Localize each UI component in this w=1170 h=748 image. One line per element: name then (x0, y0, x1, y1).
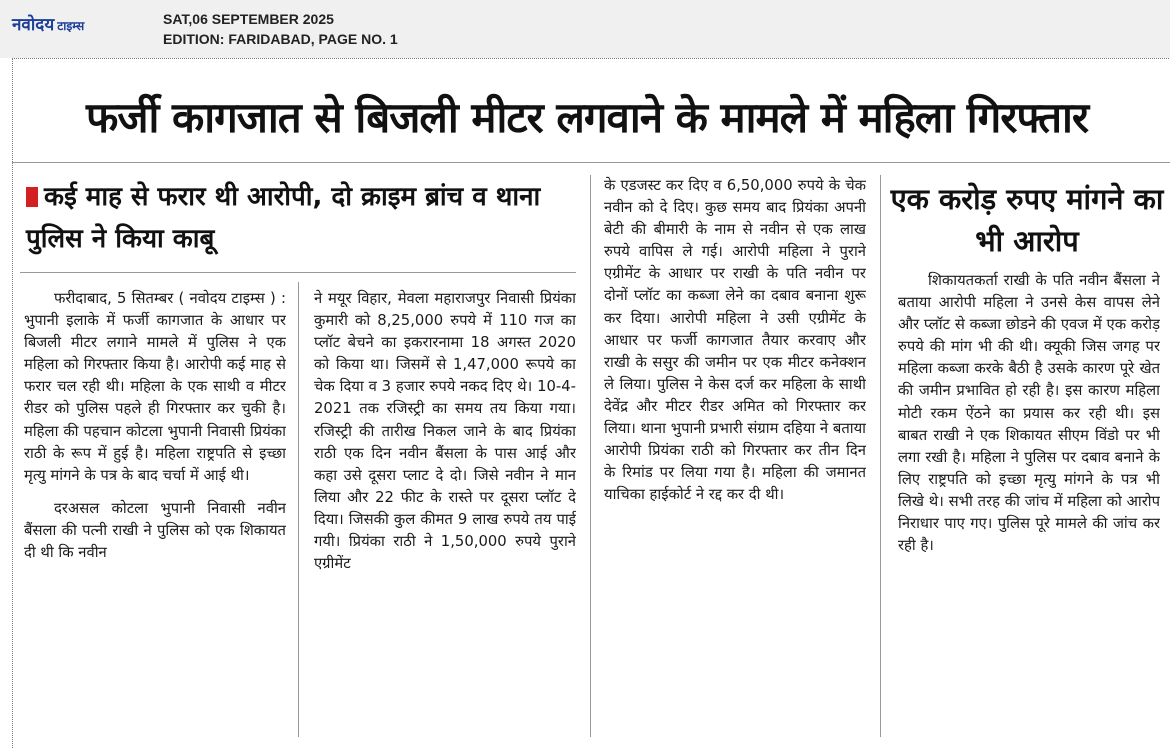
date-line: SAT,06 SEPTEMBER 2025 (163, 11, 334, 27)
box-column (898, 270, 1160, 740)
article-column-2 (314, 288, 576, 734)
subheadline-text: कई माह से फरार थी आरोपी, दो क्राइम ब्रांच व थाना पुलिस ने किया काबू (26, 182, 541, 254)
red-bullet-icon (26, 187, 38, 207)
newspaper-logo (12, 12, 84, 35)
article-column-3 (604, 175, 866, 735)
article-subheadline (26, 176, 566, 260)
logo-sub: टाइम्स (57, 19, 85, 33)
subheadline-divider (20, 272, 576, 273)
logo-main: नवोदय (12, 15, 55, 35)
column-divider-1 (298, 282, 299, 737)
col3-paragraph-1: के एडजस्ट कर दिए व 6,50,000 रुपये के चेक नवीन को दे दिए। कुछ समय बाद प्रियंका अपनी बेटी की बीमारी के नाम से नवीन से एक लाख रुपये वापिस ले गई। आरोपी महिला ने पुराने एग्रीमेंट के आधार पर राखी के पति नवीन पर दोनों प्लॉट का कब्जा लेने का दबाव बनाना शुरू कर दिया। आरोपी महिला ने उसी एग्रीमेंट के आधार पर फर्जी कागजात तैयार करवाए और राखी के ससुर की जमीन पर एक मीटर कनेक्शन ले लिया। पुलिस ने केस दर्ज कर महिला के साथी देवेंद्र और मीटर रीडर अमित को गिरफ्तार कर लिया। थाना भुपानी प्रभारी संग्राम दहिया ने बताया आरोपी प्रियंका राठी को गिरफ्तार कर तीन दिन के रिमांड पर लिया गया है। महिला की जमानत याचिका हाईकोर्ट ने रद्द कर दी थी। (604, 177, 866, 504)
column-divider-3 (880, 175, 881, 737)
col1-paragraph-1: फरीदाबाद, 5 सितम्बर ( नवोदय टाइम्स ) : भुपानी इलाके में फर्जी कागजात के आधार पर बिजली मीटर लगाने मामले में पुलिस ने एक महिला को गिरफ्तार किया है। आरोपी कई माह से फरार चल रही थी। महिला के एक साथी व मीटर रीडर को पुलिस पहले ही गिरफ्तार कर चुकी है। महिला की पहचान कोटला भुपानी निवासी प्रियंका राठी के रूप में हुई है। महिला राष्ट्रपति से इच्छा मृत्यु मांगने के पत्र के बाद चर्चा में आई थी। (24, 290, 286, 484)
edition-info (163, 9, 398, 49)
box-heading: एक करोड़ रुपए मांगने का भी आरोप (890, 182, 1164, 258)
box-paragraph: शिकायतकर्ता राखी के पति नवीन बैंसला ने बताया आरोपी महिला ने उनसे केस वापस लेने और प्लॉट से कब्जा छोडने की एवज में एक करोड़ रुपये की मांग भी की थी। क्यूकी जिस जगह पर महिला कब्जा करके बैठी है उसके कारण पूरे खेत की जमीन प्रभावित हो रही है। इस कारण महिला मोटी रकम ऐंठने का प्रयास कर रही थी। इस बाबत राखी ने एक शिकायत सीएम विंडो पर भी लगा रखी है। महिला ने पुलिस पर दबाव बनाने के लिए राष्ट्रपति को इच्छा मृत्यु मांगने के पत्र भी लिखे थे। सभी तरह की जांच में महिला को आरोप निराधार पाए गए। पुलिस पूरे मामले की जांच कर रही है। (898, 272, 1160, 555)
edition-line: EDITION: FARIDABAD, PAGE NO. 1 (163, 31, 398, 47)
col2-paragraph-1: ने मयूर विहार, मेवला महाराजपुर निवासी प्रियंका कुमारी को 8,25,000 रुपये में 110 गज का प्लॉट बेचने का इकरारनामा 18 अगस्त 2020 को किया था। जिसमें से 1,47,000 रूपये का चेक दिया व 3 हजार रुपये नकद दिए थे। 10-4-2021 तक रजिस्ट्री का समय तय किया गया। रजिस्ट्री की तारीख निकल जाने के बाद प्रियंका राठी एक दिन नवीन बैंसला के पास आई और कहा उसे दूसरा प्लाट दे दो। जिसे नवीन ने मान लिया और 22 फीट के रास्ते पर दूसरा प्लॉट दे दिया। जिसकी कुल कीमत 9 लाख रुपये तय पाई गयी। प्रियंका राठी ने 1,50,000 रुपये पुराने एग्रीमेंट (314, 290, 576, 573)
col1-paragraph-2: दरअसल कोटला भुपानी निवासी नवीन बैंसला की पत्नी राखी ने पुलिस को एक शिकायत दी थी कि नवीन (24, 499, 286, 562)
headline-divider (12, 162, 1170, 163)
masthead-bar (0, 0, 1170, 58)
article-column-1 (24, 288, 286, 734)
column-divider-2 (590, 175, 591, 737)
article-headline: फर्जी कागजात से बिजली मीटर लगवाने के मामले में महिला गिरफ्तार (85, 93, 1089, 142)
